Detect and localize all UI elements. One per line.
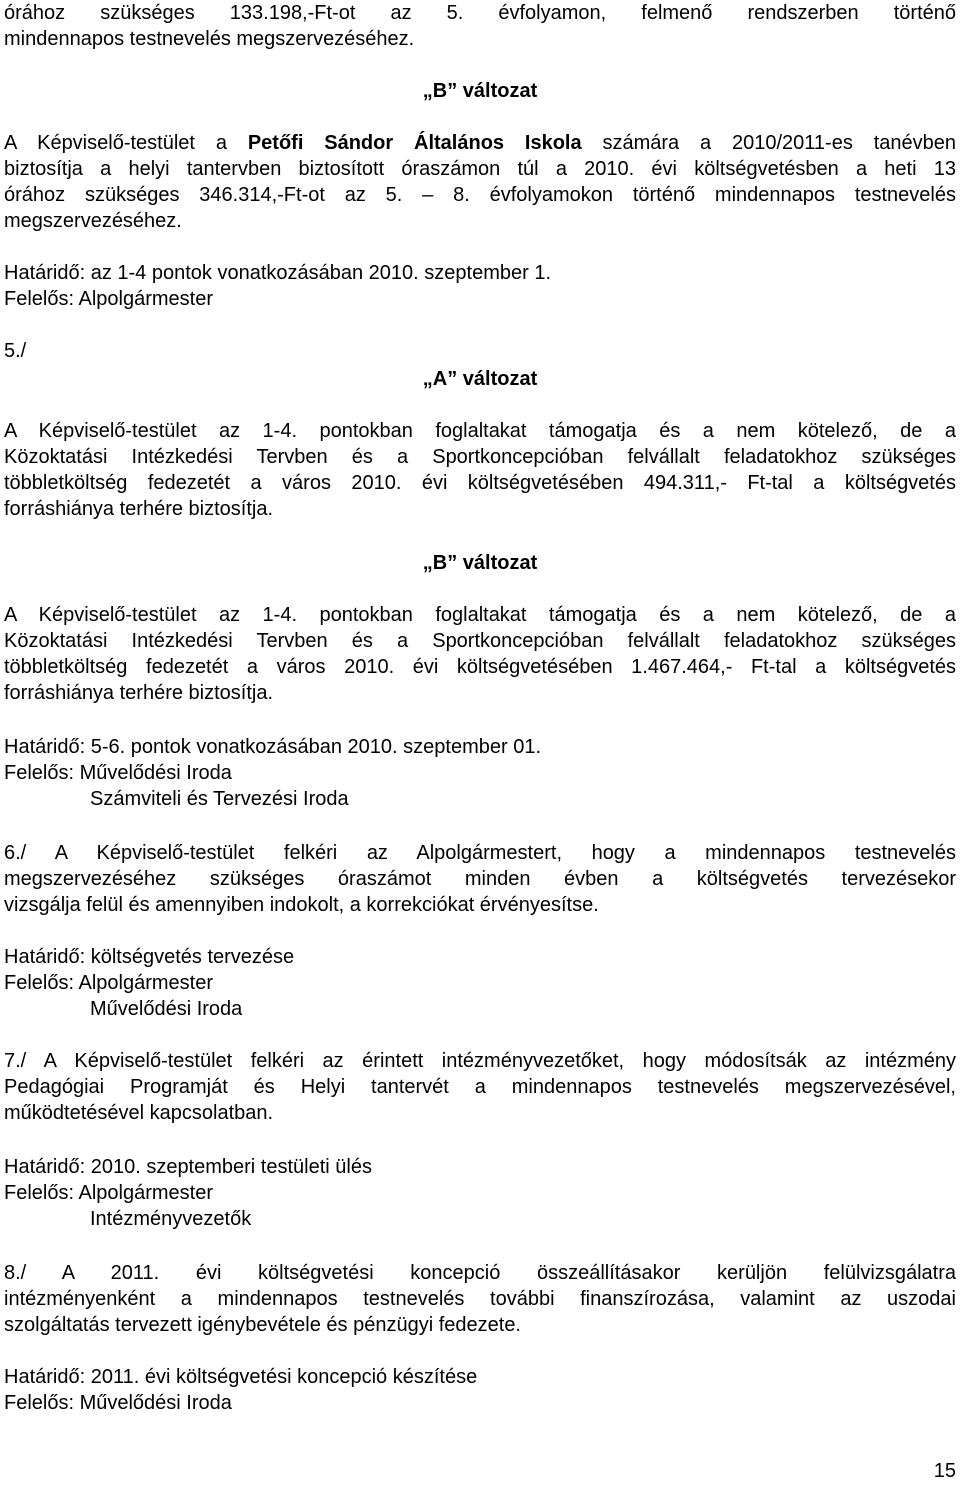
text-span: A Képviselő-testület a bbox=[4, 132, 248, 154]
responsible-line: Intézményvezetők bbox=[90, 1208, 252, 1230]
responsible-line: Művelődési Iroda bbox=[90, 998, 243, 1020]
text-line: 6./ A Képviselő-testület felkéri az Alpolgármestert, hogy a mindennapos testnevelés bbox=[4, 842, 956, 864]
deadline-line: Határidő: 5-6. pontok vonatkozásában 2010. szeptember 01. bbox=[4, 736, 542, 758]
responsible-line: Felelős: Alpolgármester bbox=[4, 288, 213, 310]
text-line: A Képviselő-testület az 1-4. pontokban foglaltakat támogatja és a nem kötelező, de a bbox=[4, 420, 956, 442]
text-line: órához szükséges 346.314,-Ft-ot az 5. – 8. évfolyamokon történő mindennapos testnevelés bbox=[4, 184, 956, 206]
responsible-line: Felelős: Művelődési Iroda bbox=[4, 1392, 232, 1414]
text-line: megszervezéséhez. bbox=[4, 210, 182, 232]
section-number: 5./ bbox=[4, 340, 27, 362]
text-line: intézményenként a mindennapos testnevelés további finanszírozása, valamint az uszodai bbox=[4, 1288, 956, 1310]
text-line: Közoktatási Intézkedési Tervben és a Sportkoncepcióban felvállalt feladatokhoz szükséges bbox=[4, 630, 956, 652]
text-line: vizsgálja felül és amennyiben indokolt, a korrekciókat érvényesítse. bbox=[4, 894, 599, 916]
variant-heading-b: „B” változat bbox=[422, 80, 538, 102]
responsible-line: Számviteli és Tervezési Iroda bbox=[90, 788, 349, 810]
responsible-line: Felelős: Alpolgármester bbox=[4, 1182, 213, 1204]
text-line: szolgáltatás tervezett igénybevétele és pénzügyi fedezete. bbox=[4, 1314, 521, 1336]
text-line: működtetésével kapcsolatban. bbox=[4, 1102, 274, 1124]
text-line: 8./ A 2011. évi költségvetési koncepció összeállításakor kerüljön felülvizsgálatra bbox=[4, 1262, 956, 1284]
text-line: forráshiánya terhére biztosítja. bbox=[4, 682, 274, 704]
text-line: 7./ A Képviselő-testület felkéri az érintett intézményvezetőket, hogy módosítsák az intézmény bbox=[4, 1050, 956, 1072]
deadline-line: Határidő: 2010. szeptemberi testületi ülés bbox=[4, 1156, 372, 1178]
text-line: megszervezéséhez szükséges óraszámot minden évben a költségvetés tervezésekor bbox=[4, 868, 956, 890]
page-number: 15 bbox=[933, 1460, 956, 1482]
text-line: A Képviselő-testület az 1-4. pontokban foglaltakat támogatja és a nem kötelező, de a bbox=[4, 604, 956, 626]
text-line: órához szükséges 133.198,-Ft-ot az 5. évfolyamon, felmenő rendszerben történő bbox=[4, 2, 956, 24]
variant-heading-b: „B” változat bbox=[422, 552, 538, 574]
deadline-line: Határidő: 2011. évi költségvetési koncepció készítése bbox=[4, 1366, 478, 1388]
deadline-line: Határidő: az 1-4 pontok vonatkozásában 2010. szeptember 1. bbox=[4, 262, 552, 284]
responsible-line: Felelős: Művelődési Iroda bbox=[4, 762, 232, 784]
deadline-line: Határidő: költségvetés tervezése bbox=[4, 946, 295, 968]
text-line: többletköltség fedezetét a város 2010. évi költségvetésében 1.467.464,- Ft-tal a költségvetés bbox=[4, 656, 956, 678]
text-line: mindennapos testnevelés megszervezéséhez. bbox=[4, 28, 415, 50]
variant-heading-a: „A” változat bbox=[422, 368, 538, 390]
responsible-line: Felelős: Alpolgármester bbox=[4, 972, 213, 994]
text-line: forráshiánya terhére biztosítja. bbox=[4, 498, 274, 520]
text-line bbox=[4, 130, 956, 156]
text-line: Pedagógiai Programját és Helyi tantervét a mindennapos testnevelés megszervezésével, bbox=[4, 1076, 956, 1098]
text-span: számára a 2010/2011-es tanévben bbox=[581, 132, 956, 154]
text-line: biztosítja a helyi tantervben biztosított óraszámon túl a 2010. évi költségvetésben a heti 13 bbox=[4, 158, 956, 180]
text-line: Közoktatási Intézkedési Tervben és a Sportkoncepcióban felvállalt feladatokhoz szükséges bbox=[4, 446, 956, 468]
text-line: többletköltség fedezetét a város 2010. évi költségvetésében 494.311,- Ft-tal a költségvetés bbox=[4, 472, 956, 494]
school-name: Petőfi Sándor Általános Iskola bbox=[247, 132, 582, 154]
